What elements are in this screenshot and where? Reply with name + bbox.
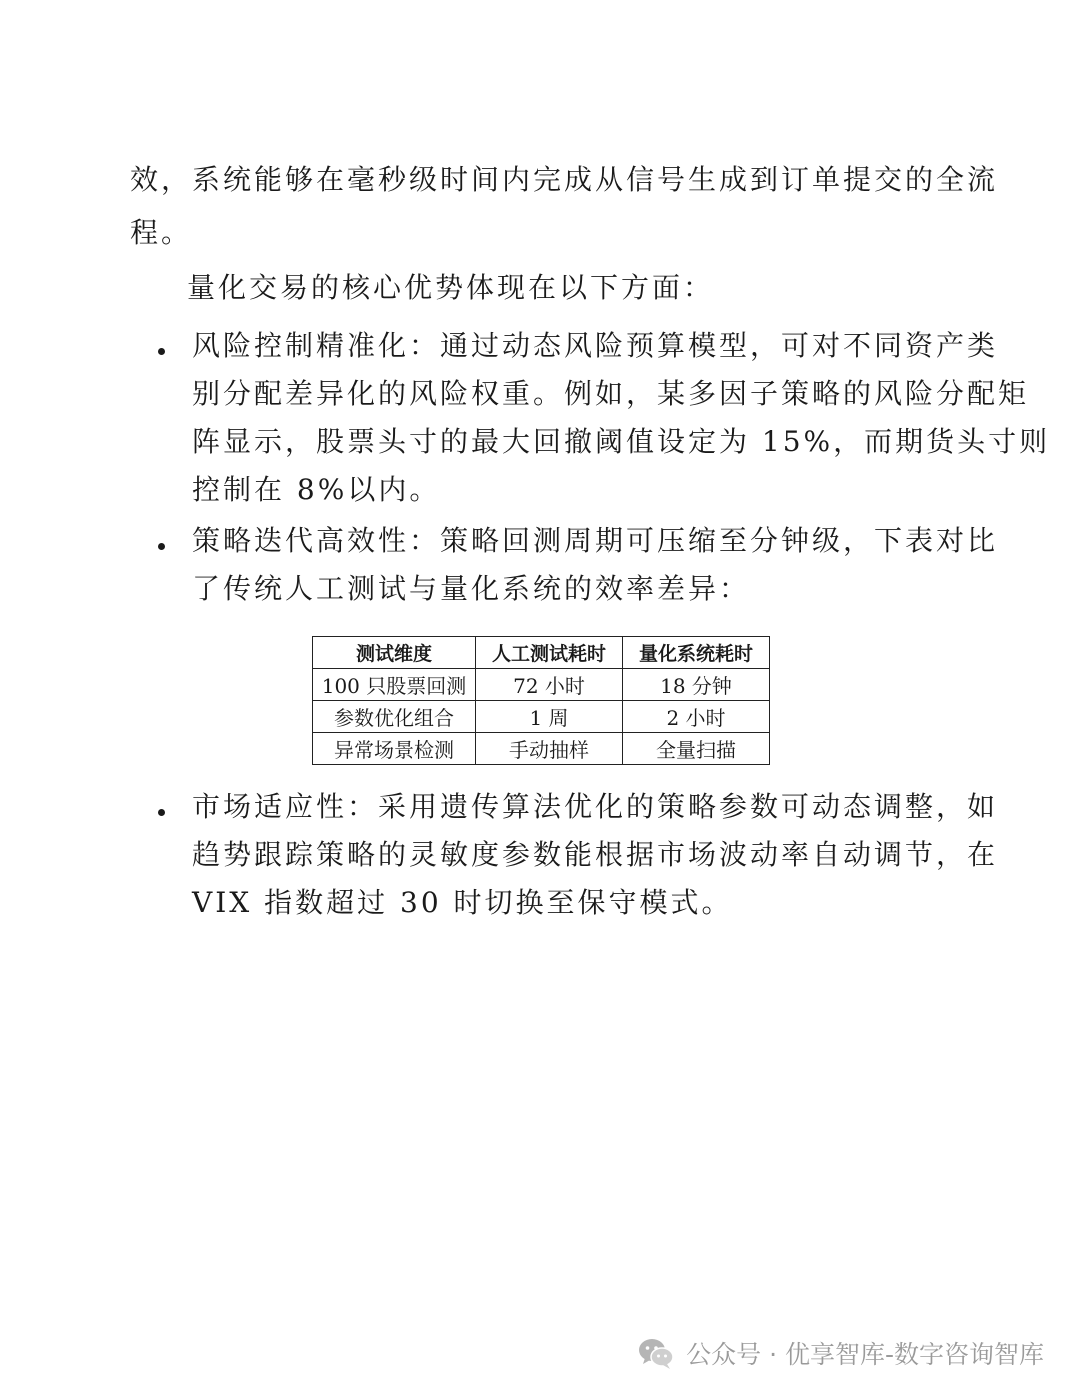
- bullet-dot: [158, 809, 165, 816]
- table-row: [313, 733, 770, 765]
- bullet-3-line-1: 市场适应性：采用遗传算法优化的策略参数可动态调整，如: [192, 790, 999, 823]
- bullet-dot: [158, 543, 165, 550]
- table-header-cell: 人工测试耗时: [476, 637, 623, 669]
- table-header-row: [313, 637, 770, 669]
- table-cell: 异常场景检测: [313, 733, 476, 765]
- table-cell: 2 小时: [623, 701, 770, 733]
- bullet-3-line-3: VIX 指数超过 30 时切换至保守模式。: [192, 886, 733, 919]
- efficiency-comparison-table: [312, 636, 770, 765]
- table-cell: 18 分钟: [623, 669, 770, 701]
- table-header-cell: 量化系统耗时: [623, 637, 770, 669]
- bullet-1-line-2: 别分配差异化的风险权重。例如，某多因子策略的风险分配矩: [192, 377, 1030, 410]
- lead-sentence: 量化交易的核心优势体现在以下方面：: [187, 271, 715, 304]
- bullet-1-line-1: 风险控制精准化：通过动态风险预算模型，可对不同资产类: [192, 329, 999, 362]
- bullet-1-line-4: 控制在 8%以内。: [192, 473, 441, 506]
- table-cell: 72 小时: [476, 669, 623, 701]
- table-cell: 参数优化组合: [313, 701, 476, 733]
- intro-line-2: 程。: [130, 216, 193, 249]
- table-cell: 全量扫描: [623, 733, 770, 765]
- table-cell: 1 周: [476, 701, 623, 733]
- bullet-2-line-2: 了传统人工测试与量化系统的效率差异：: [192, 572, 751, 605]
- bullet-1-line-3: 阵显示，股票头寸的最大回撤阈值设定为 15%，而期货头寸则: [192, 425, 1051, 458]
- bullet-2-line-1: 策略迭代高效性：策略回测周期可压缩至分钟级，下表对比: [192, 524, 999, 557]
- wechat-icon: [636, 1333, 676, 1373]
- intro-line-1: 效，系统能够在毫秒级时间内完成从信号生成到订单提交的全流: [130, 163, 999, 196]
- bullet-3-line-2: 趋势跟踪策略的灵敏度参数能根据市场波动率自动调节，在: [192, 838, 999, 871]
- bullet-dot: [158, 348, 165, 355]
- table-row: [313, 669, 770, 701]
- table-row: [313, 701, 770, 733]
- table-cell: 手动抽样: [476, 733, 623, 765]
- table-header-cell: 测试维度: [313, 637, 476, 669]
- watermark: [636, 1333, 1044, 1373]
- watermark-text: 公众号 · 优享智库-数字咨询智库: [686, 1340, 1044, 1369]
- table-cell: 100 只股票回测: [313, 669, 476, 701]
